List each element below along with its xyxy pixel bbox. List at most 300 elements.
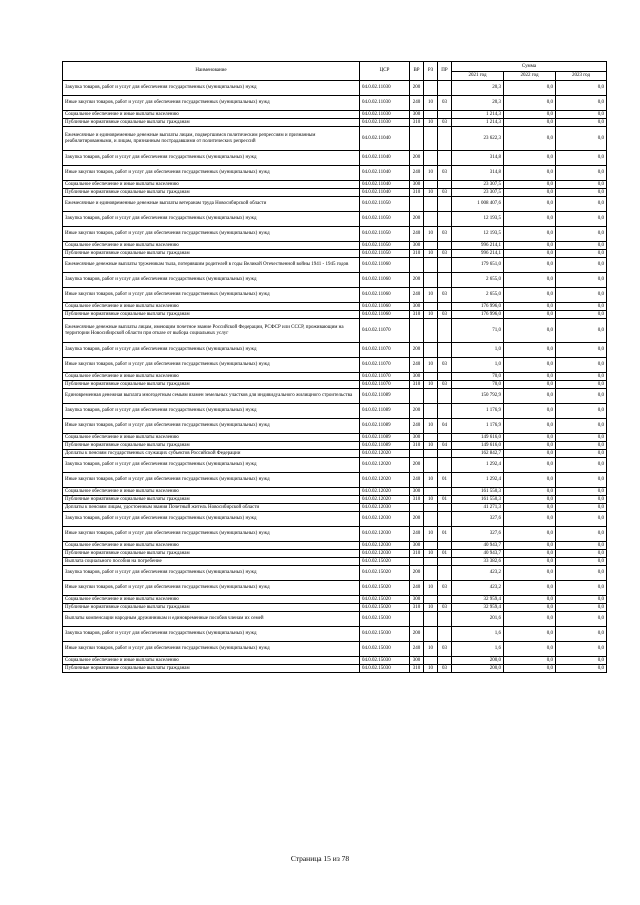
table-row [63, 389, 607, 404]
cell-name: Иные закупки товаров, работ и услуг для обеспечения государственных (муниципальных) нужд [63, 473, 360, 488]
cell-vr [410, 319, 424, 343]
cell-name: Закупка товаров, работ и услуг для обеспечения государственных (муниципальных) нужд [63, 81, 360, 96]
table-row [63, 258, 607, 273]
cell-pr [438, 197, 452, 212]
cell-2022: 0,0 [504, 111, 556, 119]
cell-vr: 200 [410, 566, 424, 581]
table-row [63, 527, 607, 542]
cell-name: Иные закупки товаров, работ и услуг для обеспечения государственных (муниципальных) нужд [63, 527, 360, 542]
cell-vr: 310 [410, 442, 424, 450]
cell-rz: 10 [424, 311, 438, 319]
cell-csr: 04.0.02.12020 [360, 488, 410, 496]
cell-2022: 0,0 [504, 389, 556, 404]
cell-pr [438, 612, 452, 627]
cell-2022: 0,0 [504, 319, 556, 343]
table-row [63, 250, 607, 258]
cell-rz: 10 [424, 496, 438, 504]
cell-2021: 149 616,0 [452, 442, 504, 450]
cell-pr [438, 512, 452, 527]
cell-rz: 10 [424, 381, 438, 389]
cell-name: Публичные нормативные социальные выплаты гражданам [63, 665, 360, 673]
cell-rz [424, 458, 438, 473]
cell-2022: 0,0 [504, 119, 556, 127]
cell-2023: 0,0 [556, 642, 607, 657]
cell-2021: 1,0 [452, 343, 504, 358]
cell-2021: 70,0 [452, 373, 504, 381]
cell-vr: 310 [410, 604, 424, 612]
cell-vr: 310 [410, 381, 424, 389]
cell-2022: 0,0 [504, 343, 556, 358]
cell-vr: 300 [410, 242, 424, 250]
cell-rz: 10 [424, 642, 438, 657]
cell-name: Иные закупки товаров, работ и услуг для обеспечения государственных (муниципальных) нужд [63, 96, 360, 111]
cell-name: Выплата социального пособия на погребение [63, 558, 360, 566]
cell-name: Доплаты к пенсиям государственных служащих субъектов Российской Федерации [63, 450, 360, 458]
cell-2022: 0,0 [504, 612, 556, 627]
cell-rz: 10 [424, 550, 438, 558]
cell-vr [410, 450, 424, 458]
cell-2023: 0,0 [556, 119, 607, 127]
table-row [63, 642, 607, 657]
cell-rz: 10 [424, 119, 438, 127]
cell-csr: 04.0.02.15020 [360, 566, 410, 581]
cell-name: Социальное обеспечение и иные выплаты населению [63, 303, 360, 311]
cell-2023: 0,0 [556, 181, 607, 189]
cell-2022: 0,0 [504, 358, 556, 373]
cell-rz: 10 [424, 442, 438, 450]
cell-2023: 0,0 [556, 242, 607, 250]
cell-csr: 04.0.02.15020 [360, 558, 410, 566]
cell-vr: 300 [410, 111, 424, 119]
cell-pr [438, 319, 452, 343]
cell-name: Публичные нормативные социальные выплаты гражданам [63, 550, 360, 558]
cell-2021: 32 959,4 [452, 604, 504, 612]
table-row [63, 227, 607, 242]
cell-2023: 0,0 [556, 566, 607, 581]
table-row [63, 381, 607, 389]
cell-csr: 04.0.02.11089 [360, 404, 410, 419]
table-row [63, 119, 607, 127]
table-row [63, 542, 607, 550]
cell-pr: 01 [438, 496, 452, 504]
header-csr: ЦСР [360, 62, 410, 81]
cell-pr: 03 [438, 311, 452, 319]
cell-pr [438, 343, 452, 358]
cell-pr: 03 [438, 189, 452, 197]
cell-2023: 0,0 [556, 612, 607, 627]
table-row [63, 504, 607, 512]
cell-2021: 314,8 [452, 151, 504, 166]
cell-pr [438, 303, 452, 311]
cell-name: Иные закупки товаров, работ и услуг для обеспечения государственных (муниципальных) нужд [63, 288, 360, 303]
cell-2021: 149 616,0 [452, 434, 504, 442]
cell-pr: 01 [438, 550, 452, 558]
cell-name: Социальное обеспечение и иные выплаты населению [63, 542, 360, 550]
table-row [63, 442, 607, 450]
cell-rz [424, 242, 438, 250]
cell-name: Публичные нормативные социальные выплаты гражданам [63, 189, 360, 197]
cell-2022: 0,0 [504, 227, 556, 242]
table-row [63, 512, 607, 527]
cell-vr [410, 127, 424, 151]
cell-2023: 0,0 [556, 303, 607, 311]
cell-name: Публичные нормативные социальные выплаты гражданам [63, 381, 360, 389]
cell-2021: 20,3 [452, 96, 504, 111]
cell-pr [438, 458, 452, 473]
cell-rz [424, 127, 438, 151]
cell-vr: 310 [410, 550, 424, 558]
cell-2022: 0,0 [504, 473, 556, 488]
cell-name: Иные закупки товаров, работ и услуг для обеспечения государственных (муниципальных) нужд [63, 581, 360, 596]
cell-csr: 04.0.02.11050 [360, 250, 410, 258]
cell-csr: 04.0.02.15020 [360, 604, 410, 612]
cell-vr: 300 [410, 542, 424, 550]
cell-rz [424, 504, 438, 512]
table-row [63, 612, 607, 627]
cell-name: Социальное обеспечение и иные выплаты населению [63, 488, 360, 496]
cell-2021: 161 550,3 [452, 488, 504, 496]
cell-name: Иные закупки товаров, работ и услуг для обеспечения государственных (муниципальных) нужд [63, 642, 360, 657]
cell-2022: 0,0 [504, 258, 556, 273]
cell-2022: 0,0 [504, 458, 556, 473]
table-row [63, 166, 607, 181]
table-row [63, 566, 607, 581]
cell-2022: 0,0 [504, 496, 556, 504]
cell-vr: 310 [410, 119, 424, 127]
cell-csr: 04.0.02.11050 [360, 212, 410, 227]
cell-vr: 200 [410, 273, 424, 288]
cell-name: Публичные нормативные социальные выплаты гражданам [63, 442, 360, 450]
cell-2023: 0,0 [556, 389, 607, 404]
cell-rz [424, 343, 438, 358]
cell-pr: 04 [438, 442, 452, 450]
cell-2022: 0,0 [504, 197, 556, 212]
cell-csr: 04.0.02.11060 [360, 303, 410, 311]
cell-csr: 04.0.02.11040 [360, 166, 410, 181]
cell-2021: 41 271,3 [452, 504, 504, 512]
cell-rz [424, 566, 438, 581]
cell-rz [424, 258, 438, 273]
cell-vr [410, 197, 424, 212]
cell-2023: 0,0 [556, 657, 607, 665]
cell-rz: 10 [424, 473, 438, 488]
table-row [63, 151, 607, 166]
budget-table [62, 61, 607, 673]
header-year-2021: 2021 год [452, 72, 504, 81]
cell-pr: 03 [438, 250, 452, 258]
cell-2022: 0,0 [504, 581, 556, 596]
cell-name: Закупка товаров, работ и услуг для обеспечения государственных (муниципальных) нужд [63, 212, 360, 227]
cell-rz [424, 212, 438, 227]
cell-2023: 0,0 [556, 288, 607, 303]
cell-rz: 10 [424, 227, 438, 242]
table-row [63, 450, 607, 458]
cell-2022: 0,0 [504, 512, 556, 527]
cell-name: Публичные нормативные социальные выплаты гражданам [63, 250, 360, 258]
table-row [63, 496, 607, 504]
cell-rz [424, 450, 438, 458]
table-row [63, 604, 607, 612]
cell-2023: 0,0 [556, 596, 607, 604]
cell-rz: 10 [424, 250, 438, 258]
cell-name: Социальное обеспечение и иные выплаты населению [63, 242, 360, 250]
cell-name: Социальное обеспечение и иные выплаты населению [63, 181, 360, 189]
cell-vr [410, 258, 424, 273]
table-row [63, 127, 607, 151]
cell-vr: 300 [410, 181, 424, 189]
cell-vr: 200 [410, 151, 424, 166]
cell-vr: 240 [410, 358, 424, 373]
cell-2023: 0,0 [556, 496, 607, 504]
cell-name: Иные закупки товаров, работ и услуг для обеспечения государственных (муниципальных) нужд [63, 419, 360, 434]
cell-rz: 10 [424, 665, 438, 673]
cell-2022: 0,0 [504, 665, 556, 673]
cell-vr: 240 [410, 642, 424, 657]
cell-2021: 1 292,4 [452, 473, 504, 488]
cell-rz [424, 558, 438, 566]
cell-2022: 0,0 [504, 303, 556, 311]
cell-2022: 0,0 [504, 596, 556, 604]
cell-csr: 04.0.02.12030 [360, 504, 410, 512]
cell-rz [424, 111, 438, 119]
cell-vr: 300 [410, 488, 424, 496]
cell-2021: 327,6 [452, 512, 504, 527]
cell-2022: 0,0 [504, 550, 556, 558]
cell-2021: 1,6 [452, 627, 504, 642]
cell-2022: 0,0 [504, 657, 556, 665]
header-vr: ВР [410, 62, 424, 81]
cell-pr [438, 657, 452, 665]
cell-vr: 240 [410, 166, 424, 181]
cell-2022: 0,0 [504, 642, 556, 657]
cell-2023: 0,0 [556, 250, 607, 258]
cell-2022: 0,0 [504, 311, 556, 319]
cell-vr: 200 [410, 81, 424, 96]
cell-name: Социальное обеспечение и иные выплаты населению [63, 111, 360, 119]
cell-2021: 20,3 [452, 81, 504, 96]
table-row [63, 343, 607, 358]
cell-2022: 0,0 [504, 488, 556, 496]
page-number: Страница 15 из 78 [290, 854, 350, 863]
cell-2023: 0,0 [556, 319, 607, 343]
table-row [63, 303, 607, 311]
cell-2023: 0,0 [556, 627, 607, 642]
header-sum: Сумма [452, 62, 607, 72]
cell-2021: 70,0 [452, 381, 504, 389]
cell-2021: 2 655,0 [452, 288, 504, 303]
cell-2021: 162 842,7 [452, 450, 504, 458]
cell-2022: 0,0 [504, 566, 556, 581]
cell-2023: 0,0 [556, 450, 607, 458]
cell-pr [438, 434, 452, 442]
cell-rz [424, 151, 438, 166]
cell-name: Публичные нормативные социальные выплаты гражданам [63, 604, 360, 612]
table-row [63, 311, 607, 319]
cell-2021: 1 292,4 [452, 458, 504, 473]
cell-2022: 0,0 [504, 558, 556, 566]
cell-rz: 10 [424, 166, 438, 181]
cell-name: Иные закупки товаров, работ и услуг для обеспечения государственных (муниципальных) нужд [63, 227, 360, 242]
cell-2023: 0,0 [556, 111, 607, 119]
cell-vr: 310 [410, 189, 424, 197]
cell-pr: 03 [438, 288, 452, 303]
cell-2023: 0,0 [556, 419, 607, 434]
cell-rz: 10 [424, 288, 438, 303]
cell-2021: 161 550,3 [452, 496, 504, 504]
cell-rz: 10 [424, 96, 438, 111]
cell-2023: 0,0 [556, 166, 607, 181]
cell-pr: 03 [438, 642, 452, 657]
cell-name: Закупка товаров, работ и услуг для обеспечения государственных (муниципальных) нужд [63, 273, 360, 288]
cell-2021: 23 307,5 [452, 181, 504, 189]
cell-2021: 1 214,3 [452, 119, 504, 127]
cell-csr: 04.0.02.11040 [360, 127, 410, 151]
cell-2021: 200,0 [452, 665, 504, 673]
cell-csr: 04.0.02.11089 [360, 389, 410, 404]
cell-2021: 423,2 [452, 581, 504, 596]
cell-pr [438, 627, 452, 642]
cell-rz [424, 434, 438, 442]
cell-2021: 200,0 [452, 657, 504, 665]
cell-csr: 04.0.02.15030 [360, 627, 410, 642]
table-row [63, 319, 607, 343]
cell-vr: 200 [410, 627, 424, 642]
cell-csr: 04.0.02.11060 [360, 273, 410, 288]
cell-pr: 04 [438, 419, 452, 434]
cell-pr [438, 181, 452, 189]
cell-pr [438, 258, 452, 273]
cell-2022: 0,0 [504, 212, 556, 227]
cell-name: Иные закупки товаров, работ и услуг для обеспечения государственных (муниципальных) нужд [63, 166, 360, 181]
cell-csr: 04.0.02.11060 [360, 311, 410, 319]
cell-vr: 240 [410, 473, 424, 488]
table-row [63, 358, 607, 373]
cell-vr [410, 504, 424, 512]
cell-2023: 0,0 [556, 504, 607, 512]
cell-name: Единовременная денежная выплата многодетным семьям взамен земельных участков для индивидуального жилищного строительства [63, 389, 360, 404]
table-body [63, 81, 607, 673]
cell-2021: 12 193,5 [452, 212, 504, 227]
cell-pr [438, 404, 452, 419]
cell-2023: 0,0 [556, 311, 607, 319]
cell-name: Ежемесячные и единовременные денежные выплаты ветеранам труда Новосибирской области [63, 197, 360, 212]
cell-2021: 1 176,9 [452, 404, 504, 419]
cell-2021: 327,6 [452, 527, 504, 542]
cell-rz [424, 319, 438, 343]
cell-2021: 1,0 [452, 358, 504, 373]
table-row [63, 288, 607, 303]
table-row [63, 373, 607, 381]
cell-2023: 0,0 [556, 212, 607, 227]
cell-pr [438, 542, 452, 550]
cell-pr [438, 450, 452, 458]
cell-2022: 0,0 [504, 627, 556, 642]
cell-vr: 240 [410, 96, 424, 111]
cell-csr: 04.0.02.11070 [360, 319, 410, 343]
cell-pr: 03 [438, 358, 452, 373]
cell-vr: 310 [410, 496, 424, 504]
cell-2023: 0,0 [556, 358, 607, 373]
cell-2023: 0,0 [556, 189, 607, 197]
cell-2023: 0,0 [556, 604, 607, 612]
cell-pr [438, 566, 452, 581]
cell-pr [438, 373, 452, 381]
cell-2022: 0,0 [504, 181, 556, 189]
cell-csr: 04.0.02.12030 [360, 542, 410, 550]
cell-csr: 04.0.02.15020 [360, 596, 410, 604]
cell-2021: 23 622,3 [452, 127, 504, 151]
cell-vr: 310 [410, 250, 424, 258]
cell-2023: 0,0 [556, 197, 607, 212]
cell-2023: 0,0 [556, 434, 607, 442]
cell-2023: 0,0 [556, 81, 607, 96]
cell-rz [424, 273, 438, 288]
cell-csr: 04.0.02.11070 [360, 358, 410, 373]
cell-csr: 04.0.02.12020 [360, 450, 410, 458]
cell-vr: 300 [410, 373, 424, 381]
cell-rz [424, 627, 438, 642]
table-row [63, 242, 607, 250]
cell-2021: 23 307,5 [452, 189, 504, 197]
cell-vr: 300 [410, 657, 424, 665]
cell-name: Закупка товаров, работ и услуг для обеспечения государственных (муниципальных) нужд [63, 566, 360, 581]
cell-2022: 0,0 [504, 527, 556, 542]
cell-2023: 0,0 [556, 343, 607, 358]
cell-rz [424, 181, 438, 189]
cell-csr: 04.0.02.11030 [360, 119, 410, 127]
cell-2023: 0,0 [556, 558, 607, 566]
cell-vr: 300 [410, 596, 424, 604]
cell-pr [438, 242, 452, 250]
cell-2023: 0,0 [556, 273, 607, 288]
cell-name: Публичные нормативные социальные выплаты гражданам [63, 119, 360, 127]
cell-csr: 04.0.02.11070 [360, 373, 410, 381]
cell-rz [424, 373, 438, 381]
cell-2023: 0,0 [556, 96, 607, 111]
cell-2021: 150 792,9 [452, 389, 504, 404]
cell-name: Закупка товаров, работ и услуг для обеспечения государственных (муниципальных) нужд [63, 627, 360, 642]
cell-rz [424, 389, 438, 404]
cell-pr [438, 596, 452, 604]
cell-name: Социальное обеспечение и иные выплаты населению [63, 373, 360, 381]
cell-csr: 04.0.02.12030 [360, 550, 410, 558]
cell-csr: 04.0.02.12020 [360, 473, 410, 488]
cell-csr: 04.0.02.15020 [360, 581, 410, 596]
table-row [63, 458, 607, 473]
cell-name: Закупка товаров, работ и услуг для обеспечения государственных (муниципальных) нужд [63, 151, 360, 166]
table-row [63, 419, 607, 434]
cell-2021: 40 943,7 [452, 542, 504, 550]
cell-name: Ежемесячные и единовременные денежные выплаты лицам, подвергшимся политическим репрессиям и признанным реабилитированными, и лицам, признанным пострадавшими от политических репрессий [63, 127, 360, 151]
cell-2023: 0,0 [556, 473, 607, 488]
cell-pr [438, 151, 452, 166]
cell-csr: 04.0.02.11040 [360, 189, 410, 197]
cell-name: Закупка товаров, работ и услуг для обеспечения государственных (муниципальных) нужд [63, 343, 360, 358]
cell-rz [424, 657, 438, 665]
cell-name: Ежемесячные денежные выплаты труженикам тыла, потерявшим родителей в годы Великой Отечественной войны 1941 - 1945 годов [63, 258, 360, 273]
cell-2022: 0,0 [504, 127, 556, 151]
cell-2023: 0,0 [556, 488, 607, 496]
cell-pr [438, 273, 452, 288]
cell-2023: 0,0 [556, 442, 607, 450]
cell-2022: 0,0 [504, 419, 556, 434]
cell-rz [424, 612, 438, 627]
cell-csr: 04.0.02.12030 [360, 527, 410, 542]
cell-rz [424, 596, 438, 604]
cell-csr: 04.0.02.11030 [360, 81, 410, 96]
cell-pr [438, 81, 452, 96]
cell-2023: 0,0 [556, 381, 607, 389]
